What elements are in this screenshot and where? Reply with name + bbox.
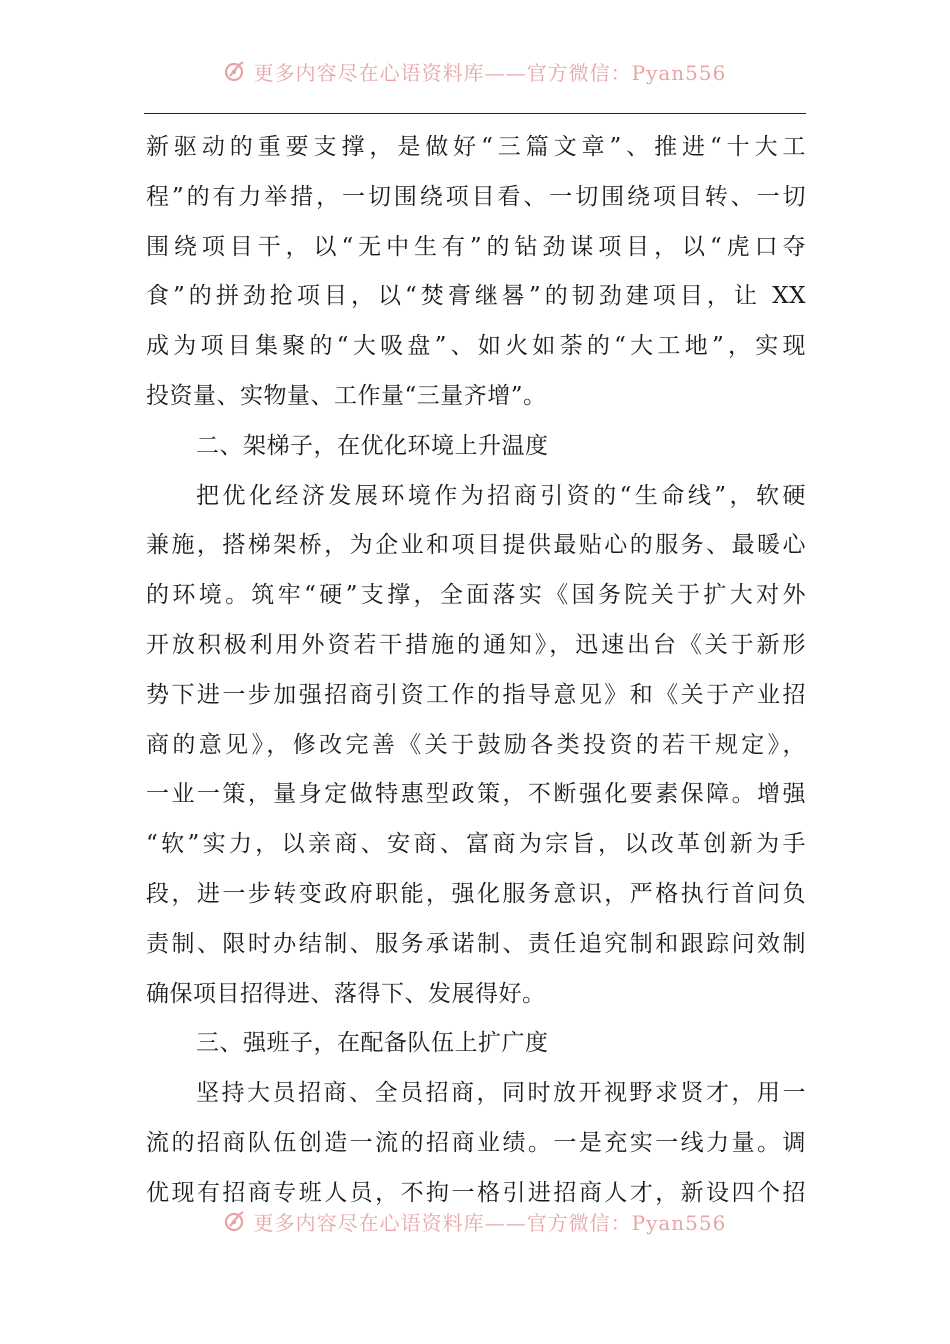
watermark-text: 更多内容尽在心语资料库——官方微信：Pyan556	[253, 60, 727, 85]
watermark-bottom	[0, 1206, 950, 1236]
section-heading-3: 三、强班子，在配备队伍上扩广度	[196, 1030, 549, 1057]
text-line: “软”实力，以亲商、安商、富商为宗旨，以改革创新为手	[146, 831, 806, 858]
text-line: 坚持大员招商、全员招商，同时放开视野求贤才，用一	[196, 1080, 806, 1107]
text-line: 把优化经济发展环境作为招商引资的“生命线”，软硬	[196, 482, 806, 509]
text-line: 兼施，搭梯架桥，为企业和项目提供最贴心的服务、最暖心	[146, 532, 806, 559]
section-heading-2: 二、架梯子，在优化环境上升温度	[196, 432, 549, 459]
text-line: 程”的有力举措，一切围绕项目看、一切围绕项目转、一切	[146, 183, 806, 210]
watermark-top	[0, 56, 950, 86]
text-line: 流的招商队伍创造一流的招商业绩。一是充实一线力量。调	[146, 1129, 806, 1156]
text-line: 成为项目集聚的“大吸盘”、如火如荼的“大工地”，实现	[146, 333, 806, 360]
watermark-text: 更多内容尽在心语资料库——官方微信：Pyan556	[253, 1210, 727, 1235]
brand-logo-icon	[224, 59, 248, 83]
header-divider	[144, 113, 806, 114]
text-line: 优现有招商专班人员，不拘一格引进招商人才，新设四个招	[146, 1179, 806, 1206]
text-line: 势下进一步加强招商引资工作的指导意见》和《关于产业招	[146, 681, 806, 708]
text-line: 确保项目招得进、落得下、发展得好。	[146, 980, 546, 1007]
text-line: 责制、限时办结制、服务承诺制、责任追究制和跟踪问效制	[146, 930, 806, 957]
brand-logo-icon	[224, 1209, 248, 1233]
text-line: 段，进一步转变政府职能，强化服务意识，严格执行首问负	[146, 880, 806, 907]
text-line: 食”的拼劲抢项目，以“焚膏继晷”的韧劲建项目，让 XX	[146, 283, 806, 310]
text-line: 一业一策，量身定做特惠型政策，不断强化要素保障。增强	[146, 781, 806, 808]
text-line: 投资量、实物量、工作量“三量齐增”。	[146, 382, 547, 409]
text-line: 的环境。筑牢“硬”支撑，全面落实《国务院关于扩大对外	[146, 582, 806, 609]
text-line: 新驱动的重要支撑，是做好“三篇文章”、推进“十大工	[146, 134, 806, 160]
text-line: 围绕项目干，以“无中生有”的钻劲谋项目，以“虎口夺	[146, 233, 806, 260]
document-body	[146, 123, 806, 1219]
text-line: 开放积极利用外资若干措施的通知》，迅速出台《关于新形	[146, 631, 806, 658]
text-line: 商的意见》，修改完善《关于鼓励各类投资的若干规定》，	[146, 731, 806, 758]
